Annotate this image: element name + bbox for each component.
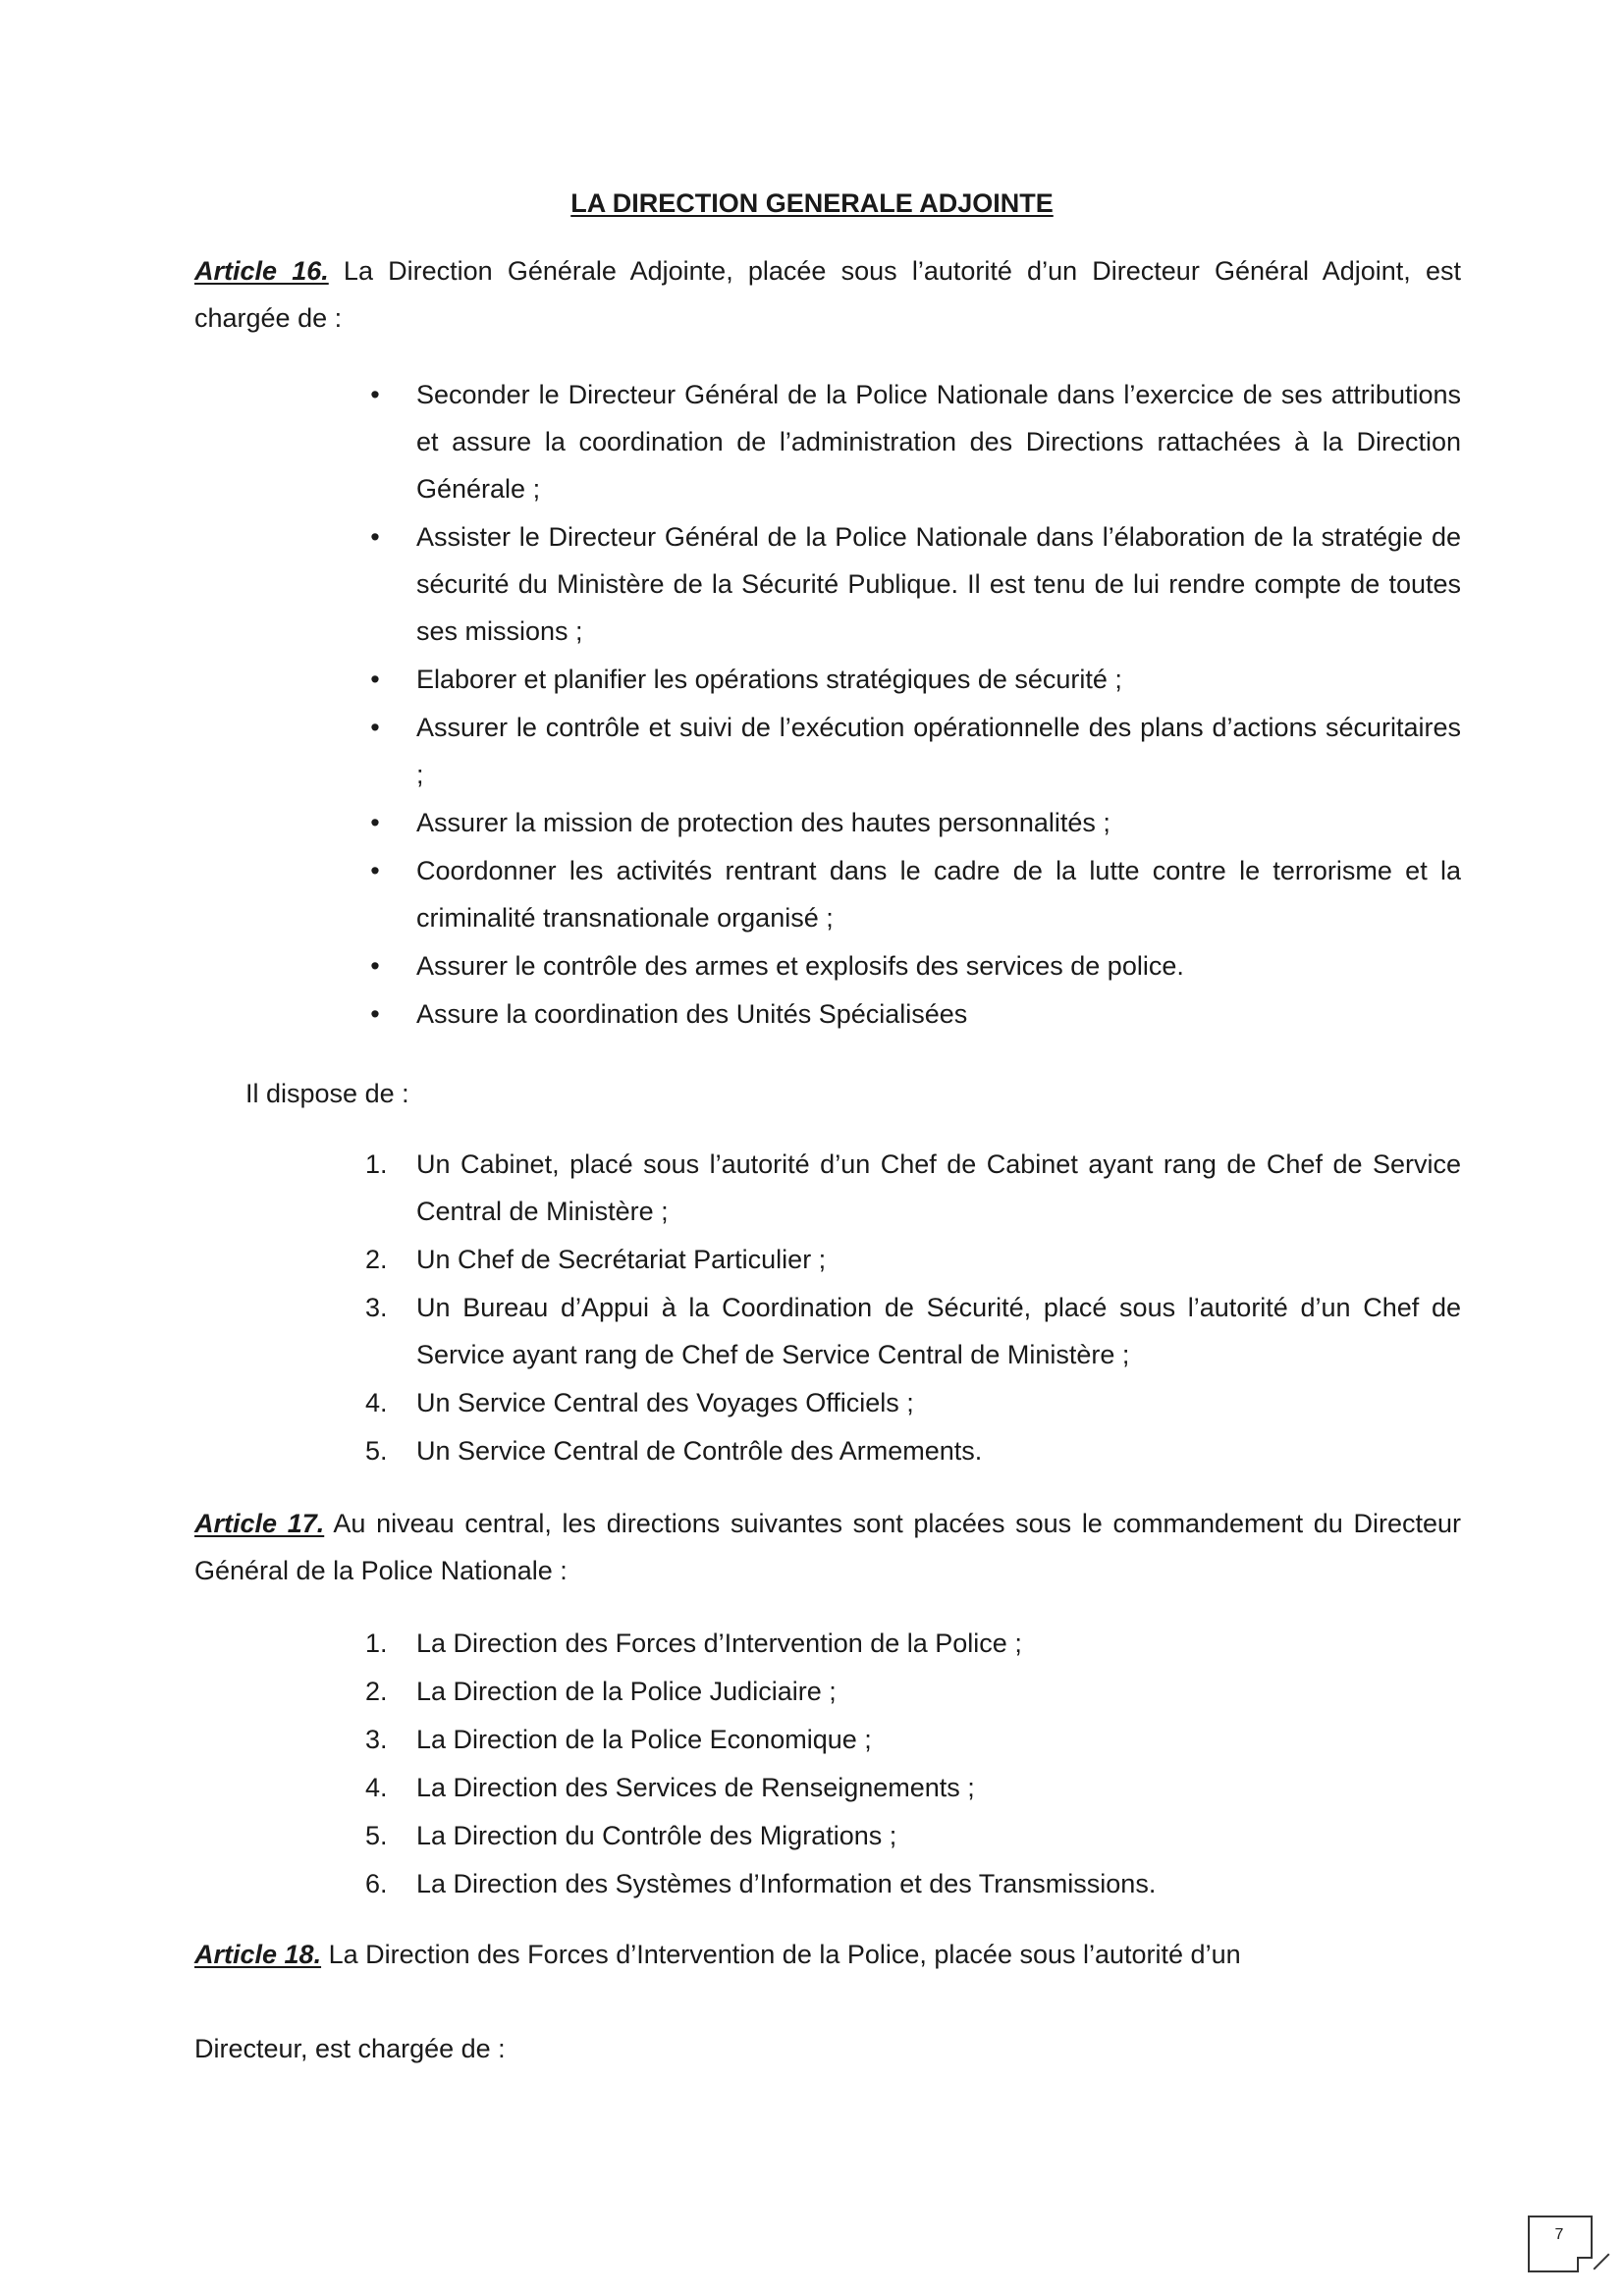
article-17-text: Au niveau central, les directions suivantes sont placées sous le commandement du Directeur Général de la Police Nationale : (194, 1509, 1461, 1585)
list-item: 1. La Direction des Forces d’Intervention de la Police ; (365, 1629, 1022, 1658)
list-item: • Assurer le contrôle des armes et explosifs des services de police. (365, 942, 1461, 989)
list-item: • Elaborer et planifier les opérations stratégiques de sécurité ; (365, 656, 1461, 703)
bullet-icon: • (370, 808, 380, 837)
article-17-paragraph (194, 1500, 1461, 1594)
page-number: 7 (1554, 2226, 1564, 2243)
bullet-icon: • (370, 951, 380, 981)
bullet-icon: • (370, 522, 380, 552)
list-item: • Assurer le contrôle et suivi de l’exécution opérationnelle des plans d’actions sécuritaires ; (365, 704, 1461, 798)
list-item: • Seconder le Directeur Général de la Police Nationale dans l’exercice de ses attributions et assure la coordination de l’administration des Directions rattachées à la Direction Générale ; (365, 371, 1461, 512)
list-item: 3. Un Bureau d’Appui à la Coordination de Sécurité, placé sous l’autorité d’un Chef de Service ayant rang de Chef de Service Central de Ministère ; (365, 1293, 1461, 1369)
list-item: 2. Un Chef de Secrétariat Particulier ; (365, 1245, 827, 1274)
article-16-text: La Direction Générale Adjointe, placée sous l’autorité d’un Directeur Général Adjoint, est chargée de : (194, 256, 1461, 333)
list-item: • Assurer la mission de protection des hautes personnalités ; (365, 799, 1461, 846)
article-16-label: Article 16. (194, 256, 329, 286)
article-17-label: Article 17. (194, 1509, 325, 1538)
bullet-icon: • (370, 856, 380, 885)
article-18-continuation: Directeur, est chargée de : (194, 2034, 506, 2063)
page-curl-icon (1577, 2257, 1593, 2272)
list-item: • Coordonner les activités rentrant dans le cadre de la lutte contre le terrorisme et la criminalité transnationale organisé ; (365, 847, 1461, 941)
list-item: • Assure la coordination des Unités Spécialisées (365, 990, 1461, 1038)
bullet-icon: • (370, 380, 380, 409)
article-17-numbered-list (365, 1620, 1461, 1908)
list-item: 5. Un Service Central de Contrôle des Armements. (365, 1436, 983, 1466)
article-16-bullet-list (365, 371, 1461, 1039)
article-18-paragraph (194, 1931, 1461, 1978)
article-16-numbered-list (365, 1141, 1461, 1475)
list-item: 3. La Direction de la Police Economique ; (365, 1725, 872, 1754)
list-item: 1. Un Cabinet, placé sous l’autorité d’un Chef de Cabinet ayant rang de Chef de Service Central de Ministère ; (365, 1149, 1461, 1226)
list-item: 4. Un Service Central des Voyages Officiels ; (365, 1388, 914, 1417)
bullet-icon: • (370, 665, 380, 694)
list-item: 2. La Direction de la Police Judiciaire ; (365, 1677, 837, 1706)
list-item: • Assister le Directeur Général de la Police Nationale dans l’élaboration de la stratégie de sécurité du Ministère de la Sécurité Publique. Il est tenu de lui rendre compte de toutes ses missions ; (365, 513, 1461, 655)
list-item: 6. La Direction des Systèmes d’Information et des Transmissions. (365, 1869, 1157, 1898)
dispose-label: Il dispose de : (245, 1079, 409, 1108)
article-18-label: Article 18. (194, 1940, 322, 1969)
bullet-icon: • (370, 713, 380, 742)
section-title: LA DIRECTION GENERALE ADJOINTE (570, 188, 1054, 218)
bullet-icon: • (370, 999, 380, 1029)
article-16-paragraph (194, 247, 1461, 342)
list-item: 5. La Direction du Contrôle des Migrations ; (365, 1821, 897, 1850)
list-item: 4. La Direction des Services de Renseignements ; (365, 1773, 975, 1802)
article-18-text: La Direction des Forces d’Intervention de la Police, placée sous l’autorité d’un (321, 1940, 1241, 1969)
